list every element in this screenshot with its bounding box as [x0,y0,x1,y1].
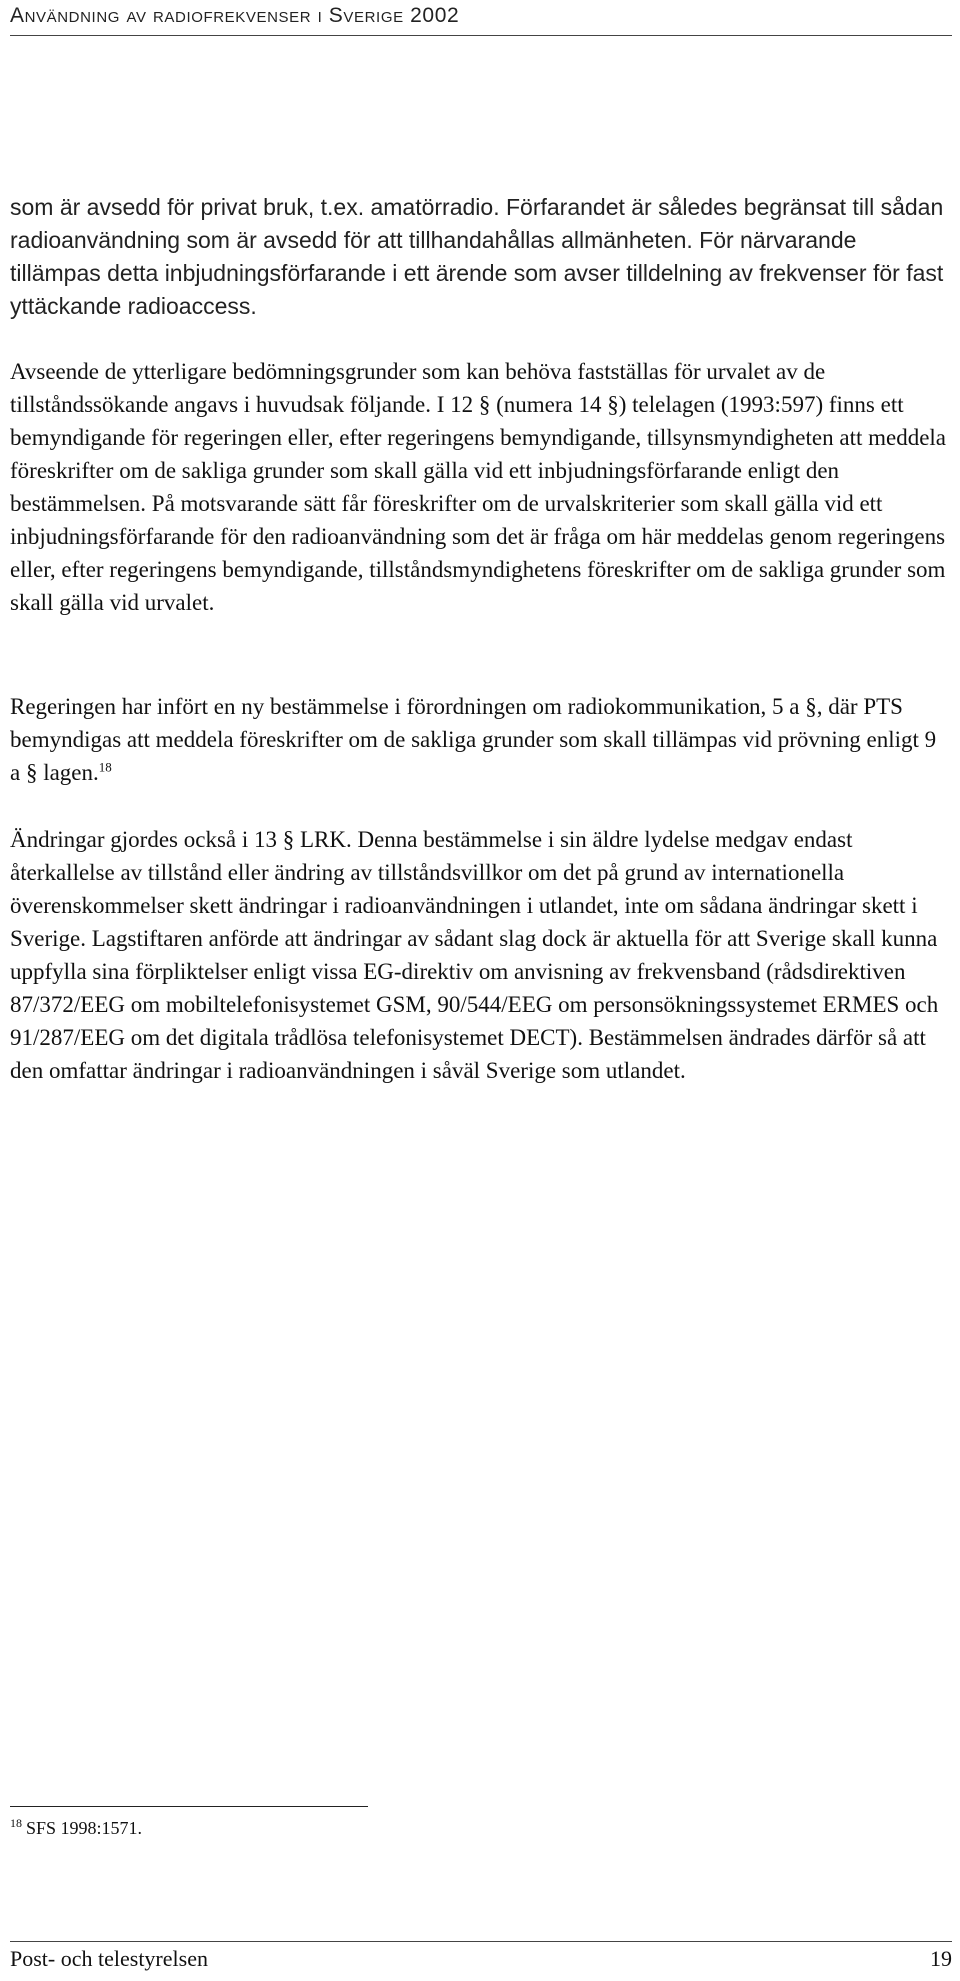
footnote-text: SFS 1998:1571. [26,1818,143,1838]
page-number: 19 [930,1946,952,1971]
header-rule [10,35,952,36]
paragraph-1: som är avsedd för privat bruk, t.ex. amatörradio. Förfarandet är således begränsat till sådan radioanvändning som är avsedd för att tillhandahållas allmänheten. För närvarande tillämpas detta inbjudningsförfarande i ett ärende som avser tilldelning av frekvenser för fast yttäckande radioaccess. [10,194,944,319]
footnote-reference[interactable]: 18 [98,759,112,775]
footer-publisher: Post- och telestyrelsen [10,1946,208,1971]
footnote-separator [10,1806,368,1807]
footer-rule [10,1941,952,1942]
footnote [10,1816,142,1840]
paragraph-2: Avseende de ytterligare bedömningsgrunder som kan behöva fastställas för urvalet av de tillståndssökande angavs i huvudsak följande. I 12 § (numera 14 §) telelagen (1993:597) finns ett bemyndigande för regeringen eller, efter regeringens bemyndigande, tillsynsmyndigheten att meddela föreskrifter om de sakliga grunder som skall gälla vid ett inbjudningsförfarande enligt den bestämmelsen. På motsvarande sätt får föreskrifter om de urvalskriterier som skall gälla vid ett inbjudningsförfarande för den radioanvändning som det är fråga om här meddelas genom regeringens eller, efter regeringens bemyndigande, tillståndsmyndighetens föreskrifter om de sakliga grunder som skall gälla vid urvalet. [10,359,947,615]
footnote-number: 18 [10,1816,22,1830]
paragraph-3-text: Regeringen har infört en ny bestämmelse i förordningen om radiokommunikation, 5 a §, där PTS bemyndigas att meddela föreskrifter om de sakliga grunder som skall tillämpas vid prövning enligt 9 a § lagen. [10,694,937,785]
paragraph-3 [10,690,950,789]
running-header: Användning av radiofrekvenser i Sverige 2002 [10,4,460,27]
paragraph-4: Ändringar gjordes också i 13 § LRK. Denna bestämmelse i sin äldre lydelse medgav endast återkallelse av tillstånd eller ändring av tillståndsvillkor om det på grund av internationella överenskommelser skett ändringar i radioanvändningen i utlandet, inte om sådana ändringar skett i Sverige. Lagstiftaren anförde att ändringar av sådant slag dock är aktuella för att Sverige skall kunna uppfylla sina förpliktelser enligt vissa EG-direktiv om anvisning av frekvensband (rådsdirektiven 87/372/EEG om mobiltelefonisystemet GSM, 90/544/EEG om personsökningssystemet ERMES och 91/287/EEG om det digitala trådlösa telefonisystemet DECT). Bestämmelsen ändrades därför så att den omfattar ändringar i radioanvändningen i såväl Sverige som utlandet. [10,827,939,1083]
